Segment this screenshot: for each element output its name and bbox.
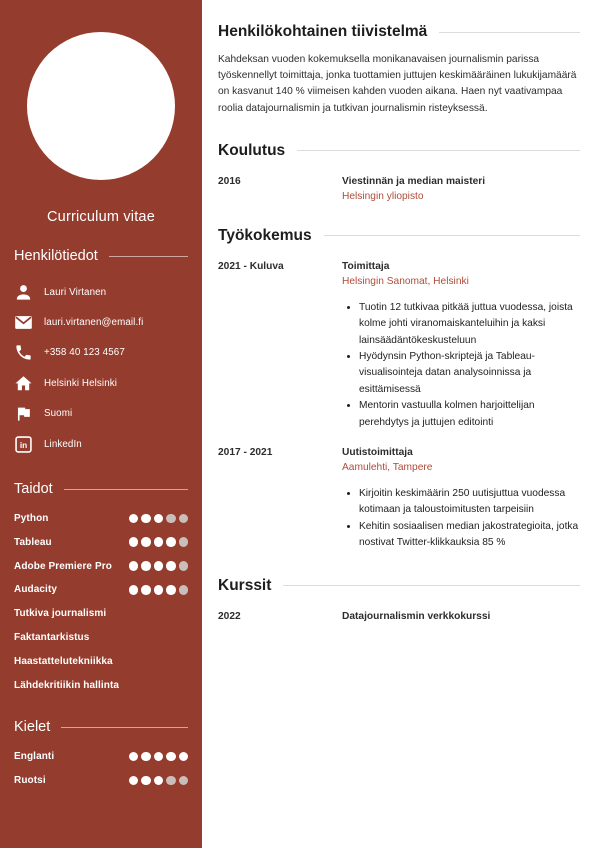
skill-item	[14, 506, 188, 530]
contact-item	[14, 429, 188, 459]
skill-label: Adobe Premiere Pro	[14, 560, 112, 572]
skill-label: Tutkiva journalismi	[14, 608, 107, 620]
languages-header	[14, 719, 188, 735]
entry-subtitle: Helsingin Sanomat, Helsinki	[342, 275, 469, 287]
contact-list	[14, 277, 188, 459]
level-dot-filled	[129, 585, 139, 595]
skill-item	[14, 674, 188, 698]
skill-label: Ruotsi	[14, 774, 46, 786]
skill-item	[14, 530, 188, 554]
level-dots	[129, 585, 189, 595]
level-dot-filled	[154, 752, 164, 762]
level-dot-filled	[141, 537, 151, 547]
courses-section-header	[218, 577, 580, 595]
level-dot-filled	[141, 752, 151, 762]
entry-period: 2017 - 2021	[218, 447, 273, 459]
level-dots	[129, 537, 189, 547]
contact-item	[14, 338, 188, 368]
skill-label: Tableau	[14, 536, 52, 548]
dated-entry	[218, 261, 580, 431]
svg-text:in: in	[19, 439, 28, 450]
entry-subtitle: Helsingin yliopisto	[342, 190, 424, 202]
contact-text: lauri.virtanen@email.fi	[44, 317, 144, 329]
skill-item	[14, 768, 188, 792]
level-dot-filled	[141, 514, 151, 524]
cv-title: Curriculum vitae	[47, 209, 155, 225]
level-dots	[129, 752, 189, 762]
entry-title: Uutistoimittaja	[342, 447, 413, 459]
bullet-item: • Mentorin vastuulla kolmen harjoittelijan perehdytys ja juttujen editointi	[359, 398, 580, 431]
level-dot-filled	[154, 537, 164, 547]
level-dot-empty	[179, 585, 189, 595]
entry-title: Viestinnän ja median maisteri	[342, 175, 486, 187]
home-icon	[14, 374, 33, 393]
level-dots	[129, 514, 189, 524]
contact-text: Helsinki Helsinki	[44, 377, 118, 389]
education-entries	[218, 176, 580, 202]
contact-text: +358 40 123 4567	[44, 347, 125, 359]
level-dot-filled	[179, 752, 189, 762]
level-dot-filled	[129, 514, 139, 524]
personal-info-header-label: Henkilötiedot	[14, 248, 98, 264]
level-dots	[129, 776, 189, 786]
linkedin-icon	[14, 435, 33, 454]
skill-item	[14, 554, 188, 578]
level-dot-empty	[179, 537, 189, 547]
level-dot-filled	[166, 561, 176, 571]
skill-label: Englanti	[14, 750, 55, 762]
experience-section-header	[218, 227, 580, 245]
level-dot-filled	[154, 561, 164, 571]
education-section-header	[218, 142, 580, 160]
education-title: Koulutus	[218, 141, 286, 159]
skill-item	[14, 744, 188, 768]
courses-title: Kurssit	[218, 576, 272, 594]
skill-item	[14, 626, 188, 650]
level-dot-filled	[166, 585, 176, 595]
skill-label: Python	[14, 512, 49, 524]
level-dot-empty	[179, 561, 189, 571]
skill-item	[14, 650, 188, 674]
contact-item	[14, 307, 188, 337]
skill-item	[14, 602, 188, 626]
section-divider	[283, 585, 580, 586]
entry-detail	[342, 176, 580, 202]
entry-subtitle: Aamulehti, Tampere	[342, 462, 433, 474]
skill-label: Faktantarkistus	[14, 632, 90, 644]
dated-entry	[218, 611, 580, 622]
level-dots	[129, 561, 189, 571]
entry-title: Toimittaja	[342, 260, 390, 272]
level-dot-filled	[129, 776, 139, 786]
level-dot-empty	[166, 776, 176, 786]
level-dot-filled	[154, 585, 164, 595]
dated-entry	[218, 447, 580, 552]
level-dot-filled	[154, 514, 164, 524]
level-dot-filled	[129, 752, 139, 762]
level-dot-filled	[154, 776, 164, 786]
flag-icon	[14, 404, 33, 423]
entry-title: Datajournalismin verkkokurssi	[342, 610, 491, 622]
level-dot-filled	[141, 561, 151, 571]
section-divider	[439, 32, 580, 33]
sidebar-divider	[61, 727, 188, 728]
bullet-list	[342, 300, 580, 431]
level-dot-empty	[166, 514, 176, 524]
level-dot-filled	[166, 752, 176, 762]
contact-text: Lauri Virtanen	[44, 286, 107, 298]
skill-list	[14, 506, 188, 697]
skill-label: Lähdekritiikin hallinta	[14, 680, 120, 692]
personal-info-header	[14, 248, 188, 264]
entry-period: 2016	[218, 175, 241, 187]
entry-detail	[342, 447, 580, 552]
skill-label: Audacity	[14, 584, 58, 596]
sidebar	[0, 0, 202, 848]
main-content	[202, 0, 600, 848]
sidebar-divider	[109, 256, 188, 257]
experience-title: Työkokemus	[218, 226, 312, 244]
person-icon	[14, 283, 33, 302]
skill-label: Haastattelutekniikka	[14, 656, 113, 668]
mail-icon	[14, 313, 33, 332]
level-dot-empty	[179, 776, 189, 786]
phone-icon	[14, 343, 33, 362]
language-list	[14, 744, 188, 792]
bullet-item: • Tuotin 12 tutkivaa pitkää juttua vuodessa, joista kolme johti viranomaiskanteluihin ja kaksi lainsäädäntökeskusteluun	[359, 300, 580, 349]
level-dot-filled	[166, 537, 176, 547]
entry-detail	[342, 261, 580, 431]
skill-item	[14, 578, 188, 602]
level-dot-empty	[179, 514, 189, 524]
section-divider	[324, 235, 580, 236]
bullet-item: • Kirjoitin keskimäärin 250 uutisjuttua vuodessa kotimaan ja taloustoimitusten tarpeisiin	[359, 486, 580, 519]
level-dot-filled	[129, 537, 139, 547]
section-divider	[297, 150, 580, 151]
bullet-item: • Hyödynsin Python-skriptejä ja Tableau-visualisointeja datan analysoinnissa ja esittämisessä	[359, 349, 580, 398]
course-entries	[218, 611, 580, 622]
level-dot-filled	[129, 561, 139, 571]
sidebar-divider	[64, 489, 188, 490]
level-dot-filled	[141, 585, 151, 595]
summary-section-header	[218, 23, 580, 41]
entry-period: 2022	[218, 610, 241, 622]
dated-entry	[218, 176, 580, 202]
contact-item	[14, 277, 188, 307]
summary-text: Kahdeksan vuoden kokemuksella monikanavaisen journalismin parissa työskennellyt toimittaja, jonka tuottamien juttujen keskimääräinen lukukijamäärä on kasvanut 140 % viimeisen kahden vuoden aikana. Haen nyt vaativampaa roolia datajournalismin ja tutkivan journalismin risteyksessä.	[218, 54, 577, 114]
contact-text: Suomi	[44, 408, 73, 420]
skills-header	[14, 481, 188, 497]
contact-text: LinkedIn	[44, 438, 82, 450]
experience-entries	[218, 261, 580, 552]
level-dot-filled	[141, 776, 151, 786]
skills-header-label: Taidot	[14, 481, 53, 498]
languages-header-label: Kielet	[14, 719, 51, 736]
summary-title: Henkilökohtainen tiivistelmä	[218, 23, 428, 40]
bullet-item: • Kehitin sosiaalisen median jakostrategioita, jotka nostivat Twitter-klikkauksia 85 %	[359, 519, 580, 552]
entry-detail	[342, 611, 580, 622]
entry-period: 2021 - Kuluva	[218, 260, 284, 272]
contact-item	[14, 399, 188, 429]
bullet-list	[342, 486, 580, 552]
profile-photo-placeholder	[27, 32, 175, 180]
contact-item	[14, 368, 188, 398]
